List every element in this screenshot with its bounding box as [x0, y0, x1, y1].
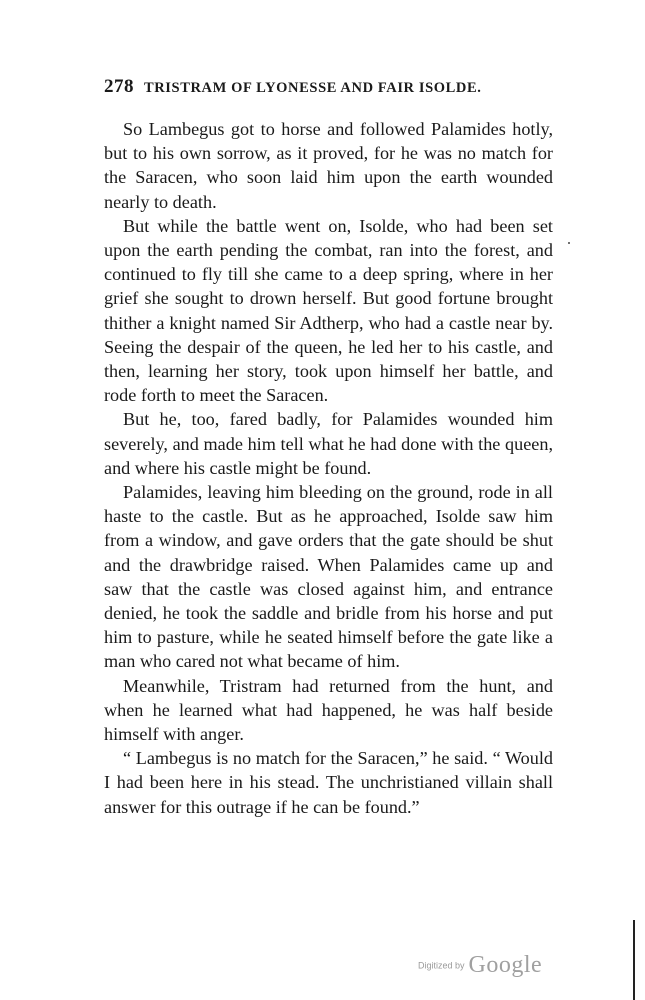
paragraph: Palamides, leaving him bleeding on the ground, rode in all haste to the castle. But as he approached, Isolde saw him from a window, and gave orders that the gate should be shut and the drawbridge raised. When Palamides came up and saw that the castle was closed against him, and entrance denied, he took the saddle and bridle from his horse and put him to pasture, while he seated himself before the gate like a man who cared not what became of him.	[104, 482, 553, 672]
running-header	[104, 76, 564, 98]
running-title: TRISTRAM OF LYONESSE AND FAIR ISOLDE.	[143, 80, 482, 96]
paragraph: Meanwhile, Tristram had returned from the hunt, and when he learned what had happened, he was half beside himself with anger.	[104, 675, 553, 745]
digitized-by-watermark	[418, 952, 542, 979]
google-wordmark: Google	[468, 952, 543, 978]
page-number: 278	[104, 76, 134, 97]
scan-speck	[568, 242, 570, 244]
paragraph: So Lambegus got to horse and followed Palamides hotly, but to his own sorrow, as it proved, for he was no match for the Saracen, who soon laid him upon the earth wounded nearly to death.	[104, 119, 553, 212]
paragraph: “ Lambegus is no match for the Saracen,” he said. “ Would I had been here in his stead. The unchristianed villain shall answer for this outrage if he can be found.”	[104, 748, 553, 817]
paragraph: But he, too, fared badly, for Palamides wounded him severely, and made him tell what he had done with the queen, and where his castle might be found.	[104, 409, 553, 478]
body-text	[104, 117, 553, 819]
digitized-label: Digitized by	[418, 960, 465, 971]
scan-edge-line	[633, 920, 635, 1000]
paragraph: But while the battle went on, Isolde, who had been set upon the earth pending the combat, ran into the forest, and continued to fly till she came to a deep spring, where in her grief she sought to drown herself. But good fortune brought thither a knight named Sir Adtherp, who had a castle near by. Seeing the despair of the queen, he led her to his castle, and then, learning her story, took upon himself her battle, and rode forth to meet the Saracen.	[104, 215, 553, 406]
